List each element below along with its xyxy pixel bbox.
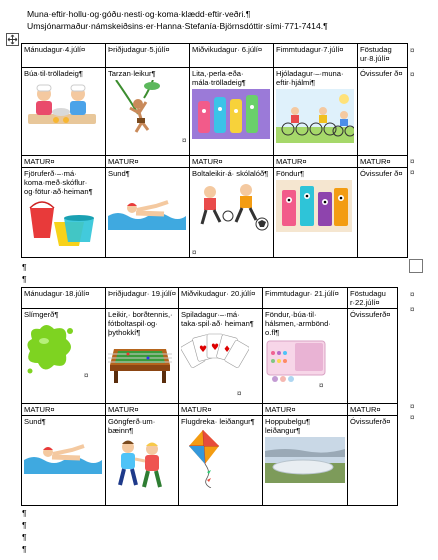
day-label: Mánudagur·4.júlí¤ [24, 45, 86, 54]
kids-bikes-image [276, 89, 354, 143]
week2-lunch-4[interactable] [263, 404, 348, 416]
day-label: Þriðjudagur· 19.júlí¤ [108, 289, 176, 298]
kite-image [181, 428, 241, 488]
activity-label: Hjóladagur·–·muna· eftir·hjálmi¶ [276, 69, 344, 87]
empty-paragraph[interactable]: ¶ [22, 520, 27, 530]
week2-table [21, 287, 398, 506]
activity-label: Sund¶ [24, 417, 46, 426]
lunch-label: MATUR¤ [24, 157, 55, 166]
day-label: Miðvikudagur· 6.júlí¤ [192, 45, 263, 54]
lunch-label: MATUR¤ [181, 405, 212, 414]
baking-kids-image [24, 80, 100, 132]
week1-day-1[interactable] [22, 44, 106, 68]
move-handle-icon[interactable] [6, 33, 19, 46]
header-line-1[interactable]: Muna·eftir·hollu·og·góðu·nesti·og·koma·klædd·eftir·veðri.¶ [27, 9, 251, 19]
lunch-label: MATUR¤ [24, 405, 55, 414]
swimmer-image [108, 194, 186, 230]
week2-pm-3[interactable] [179, 416, 263, 506]
day-label: Fimmtudagur·7.júlí¤ [276, 45, 344, 54]
week1-lunch-4[interactable] [274, 156, 358, 168]
playing-cards-image [181, 330, 249, 380]
activity-label: Óvissufer ð¤ [360, 169, 403, 178]
foosball-table-image [108, 339, 172, 383]
week2-am-5[interactable] [348, 309, 398, 404]
lunch-label: MATUR¤ [360, 157, 391, 166]
activity-label: Göngferð·um· bæinn¶ [108, 417, 156, 435]
activity-label: Leikir,· borðtennis,· fótboltaspil·og· þythokkí¶ [108, 310, 173, 337]
week2-lunch-2[interactable] [106, 404, 179, 416]
row-end-mark: ¤ [410, 402, 415, 411]
week1-am-4[interactable] [274, 68, 358, 156]
day-label: Fimmtudagur· 21.júlí¤ [265, 289, 339, 298]
activity-label: Hoppubelgu¶ leiðangur¶ [265, 417, 311, 435]
empty-paragraph[interactable]: ¶ [22, 508, 27, 518]
week1-day-4[interactable] [274, 44, 358, 68]
empty-paragraph[interactable]: ¶ [22, 544, 27, 554]
week2-am-1[interactable]: Slímgerð¶ ¤ [22, 309, 106, 404]
row-end-mark: ¤ [410, 413, 415, 422]
svg-text:♥: ♥ [211, 343, 220, 353]
activity-label: Föndur,·búa·til· hálsmen,·armbönd· o.fl¶ [265, 310, 331, 337]
row-end-mark: ¤ [410, 168, 415, 177]
paper-roll-monsters-image [276, 180, 352, 232]
week2-am-3[interactable]: Spiladagur·–·má· taka·spil·að· heiman¶ ♥ ♦ ♥ ¤ [179, 309, 263, 404]
row-end-mark: ¤ [410, 157, 415, 166]
row-end-mark: ¤ [410, 305, 415, 314]
day-label: Föstudag ur·8.júlí¤ [360, 45, 392, 63]
lunch-label: MATUR¤ [265, 405, 296, 414]
svg-text:♦: ♦ [223, 345, 232, 355]
bouncy-pillow-image [265, 437, 345, 483]
week2-lunch-1[interactable] [22, 404, 106, 416]
week2-pm-5[interactable] [348, 416, 398, 506]
week1-am-5[interactable] [358, 68, 408, 156]
week1-table [21, 43, 408, 258]
day-label: Miðvikudagur· 20.júlí¤ [181, 289, 256, 298]
swimmer-image [24, 438, 102, 474]
empty-paragraph[interactable]: ¶ [22, 532, 27, 542]
slime-image [24, 321, 76, 377]
week1-pm-3[interactable]: Boltaleikir·á· skólalóð¶ ¤ [190, 168, 274, 258]
activity-label: Óvissuferð¤ [350, 417, 391, 426]
week2-am-2[interactable] [106, 309, 179, 404]
activity-label: Óvissuferð¤ [350, 310, 391, 319]
week2-lunch-3[interactable] [179, 404, 263, 416]
week2-day-5[interactable] [348, 288, 398, 309]
activity-label: Lita,·perla·eða· mála·trölladeig¶ [192, 69, 246, 87]
activity-label: Tarzan·leikur¶ [108, 69, 156, 78]
activity-label: Fjöruferð·–·má· koma·með·skóflur· og·fötur·að·heiman¶ [24, 169, 93, 196]
week2-pm-2[interactable] [106, 416, 179, 506]
week1-am-3[interactable] [190, 68, 274, 156]
week1-day-5[interactable] [358, 44, 408, 68]
week1-pm-5[interactable] [358, 168, 408, 258]
row-end-mark: ¤ [410, 70, 415, 79]
week1-am-2[interactable]: Tarzan·leikur¶ ¤ [106, 68, 190, 156]
svg-text:♥: ♥ [199, 345, 208, 355]
day-label: Mánudagur·18.júlí¤ [24, 289, 90, 298]
ball-kids-image [192, 180, 270, 232]
lunch-label: MATUR¤ [108, 157, 139, 166]
week1-day-2[interactable] [106, 44, 190, 68]
activity-label: Sund¶ [108, 169, 130, 178]
row-end-mark: ¤ [410, 46, 415, 55]
painted-bottles-image [192, 89, 270, 139]
lunch-label: MATUR¤ [192, 157, 223, 166]
kids-walking-image [108, 437, 172, 491]
activity-label: Föndur¶ [276, 169, 305, 178]
tarzan-vine-image [108, 80, 168, 138]
lunch-label: MATUR¤ [276, 157, 307, 166]
header-line-2[interactable]: Umsjónarmaður·námskeiðsins·er·Hanna·Stefanía·Björnsdóttir·sími·771-7414.¶ [27, 21, 328, 31]
resize-handle-icon[interactable] [409, 259, 423, 273]
activity-label: Flugdreka· leiðangur¶ [181, 417, 255, 426]
week2-day-2[interactable] [106, 288, 179, 309]
activity-label: Slímgerð¶ [24, 310, 59, 319]
row-end-mark: ¤ [410, 290, 415, 299]
week2-lunch-5[interactable] [348, 404, 398, 416]
empty-paragraph[interactable]: ¶ [22, 274, 27, 284]
week1-pm-1[interactable] [22, 168, 106, 258]
activity-label: Búa·til·trölladeig¶ [24, 69, 83, 78]
lunch-label: MATUR¤ [108, 405, 139, 414]
week1-pm-4[interactable] [274, 168, 358, 258]
activity-label: Óvissufer ð¤ [360, 69, 403, 78]
week2-pm-4[interactable] [263, 416, 348, 506]
activity-label: Spiladagur·–·má· taka·spil·að· heiman¶ [181, 310, 254, 328]
week1-am-1[interactable] [22, 68, 106, 156]
week2-day-4[interactable] [263, 288, 348, 309]
day-label: Þriðjudagur·5.júlí¤ [108, 45, 170, 54]
week2-day-1[interactable] [22, 288, 106, 309]
week1-lunch-5[interactable] [358, 156, 408, 168]
empty-paragraph[interactable]: ¶ [22, 262, 27, 272]
week2-pm-1[interactable] [22, 416, 106, 506]
week1-lunch-3[interactable] [190, 156, 274, 168]
lunch-label: MATUR¤ [350, 405, 381, 414]
activity-label: Boltaleikir·á· skólalóð¶ [192, 169, 269, 178]
week1-lunch-2[interactable] [106, 156, 190, 168]
day-label: Föstudagu r·22.júlí¤ [350, 289, 386, 307]
week2-am-4[interactable]: Föndur,·búa·til· hálsmen,·armbönd· o.fl¶ ¤ [263, 309, 348, 404]
beach-buckets-image [24, 198, 100, 248]
week1-pm-2[interactable] [106, 168, 190, 258]
week1-day-3[interactable] [190, 44, 274, 68]
week1-lunch-1[interactable] [22, 156, 106, 168]
jewelry-kit-image [265, 339, 327, 383]
week2-day-3[interactable] [179, 288, 263, 309]
